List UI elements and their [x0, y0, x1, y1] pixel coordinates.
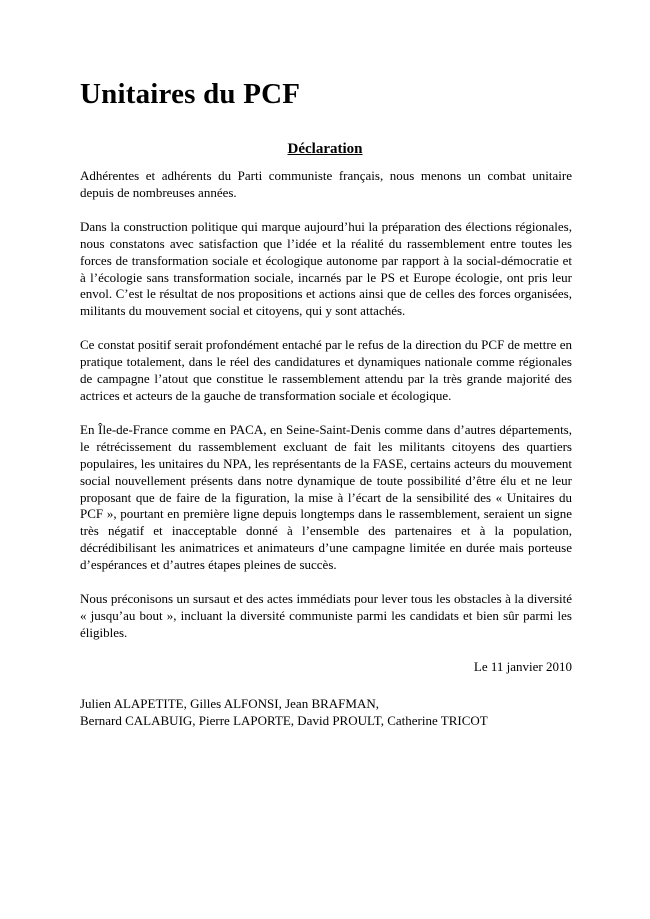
paragraph-1: Adhérentes et adhérents du Parti communiste français, nous menons un combat unitaire depuis de nombreuses années.: [80, 168, 572, 200]
paragraph-5: Nous préconisons un sursaut et des actes immédiats pour lever tous les obstacles à la diversité « jusqu’au bout », incluant la diversité communiste parmi les candidats et bien sûr parmi les éligibles.: [80, 591, 572, 640]
paragraph-3: Ce constat positif serait profondément entaché par le refus de la direction du PCF de mettre en pratique totalement, dans le réel des candidatures et dynamiques nationale comme régionales de campagne l’atout que constitue le rassemblement attendu par la très grande majorité des actrices et acteurs de la gauche de transformation sociale et écologique.: [80, 337, 572, 403]
declaration-body: [80, 168, 572, 693]
paragraph-4: En Île-de-France comme en PACA, en Seine-Saint-Denis comme dans d’autres départements, le rétrécissement du rassemblement excluant de fait les militants citoyens des quartiers populaires, les unitaires du NPA, les représentants de la FASE, certains acteurs du mouvement social nouvellement présents dans notre dynamique de toute possibilité d’être élu et ne leur proposant que de faire de la figuration, la mise à l’écart de la sensibilité des « Unitaires du PCF », pourtant en première ligne depuis longtemps dans le rassemblement, seraient un signe très négatif et inacceptable donné à l’ensemble des partenaires et à la population, décrédibilisant les animatrices et animateurs d’une campagne limitée en durée mais porteuse d’espérances et d’autres étapes pleines de succès.: [80, 421, 572, 573]
signatories-line-2: Bernard CALABUIG, Pierre LAPORTE, David PROULT, Catherine TRICOT: [80, 712, 488, 728]
signatories-line-1: Julien ALAPETITE, Gilles ALFONSI, Jean BRAFMAN,: [80, 696, 379, 711]
date-line: Le 11 janvier 2010: [473, 658, 572, 674]
signatories: [80, 696, 580, 730]
page-title: Unitaires du PCF: [80, 78, 301, 110]
paragraph-2: Dans la construction politique qui marque aujourd’hui la préparation des élections régionales, nous constatons avec satisfaction que l’idée et la réalité du rassemblement entre toutes les forces de transformation sociale et écologique autonome par rapport à la social-démocratie et à l’écologie sans transformation sociale, incarnés par le PS et Europe écologie, ont pris leur envol. C’est le résultat de nos propositions et actions ainsi que de celles des forces organisées, militants du mouvement social et citoyens, qui y sont attachés.: [80, 218, 572, 319]
declaration-heading: Déclaration: [287, 141, 363, 157]
